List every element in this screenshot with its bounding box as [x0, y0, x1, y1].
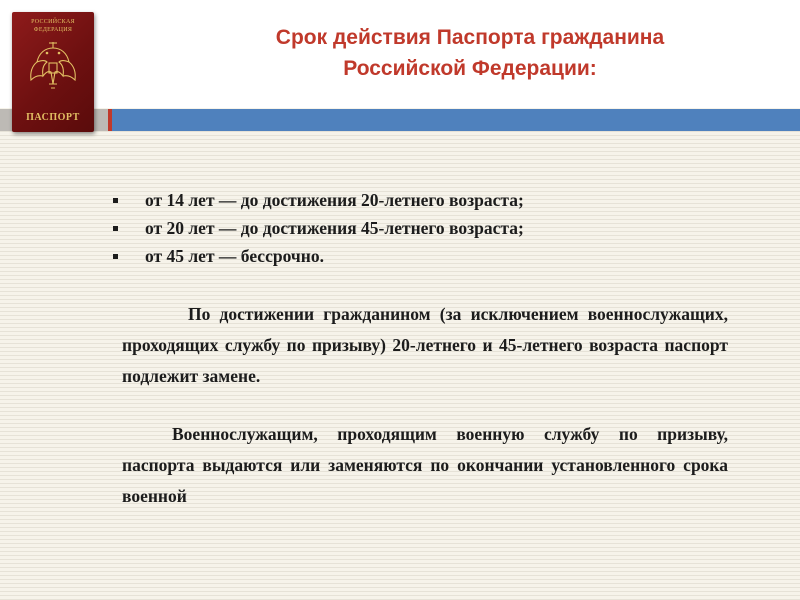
bullet-item: [113, 186, 733, 214]
square-bullet-icon: [113, 226, 118, 231]
validity-bullet-list: [113, 186, 733, 270]
slide-title-line-2: Российской Федерации:: [343, 57, 597, 80]
passport-top-label: [12, 18, 94, 34]
military-paragraph: Военнослужащим, проходящим военную службу по призыву, паспорта выдаются или заменяются по окончании установленного срока военной: [122, 424, 728, 506]
passport-top-line-2: ФЕДЕРАЦИЯ: [33, 27, 73, 33]
square-bullet-icon: [113, 254, 118, 259]
bullet-item: [113, 214, 733, 242]
divider-blue-segment: [112, 109, 800, 131]
passport-cover-image: [12, 12, 94, 132]
bullet-item: [113, 242, 733, 270]
passport-label: ПАСПОРТ: [26, 112, 80, 123]
bullet-text: от 45 лет — бессрочно.: [145, 246, 324, 266]
slide-title: [190, 22, 750, 84]
square-bullet-icon: [113, 198, 118, 203]
slide-title-line-1: Срок действия Паспорта гражданина: [275, 26, 665, 49]
bullet-text: от 20 лет — до достижения 45-летнего возраста;: [145, 218, 524, 238]
passport-top-line-1: РОССИЙСКАЯ: [31, 19, 75, 25]
bullet-text: от 14 лет — до достижения 20-летнего возраста;: [145, 190, 524, 210]
replacement-paragraph: По достижении гражданином (за исключением военнослужащих, проходящих службу по призыву) 20-летнего и 45-летнего возраста паспорт подлежит замене.: [122, 304, 728, 386]
